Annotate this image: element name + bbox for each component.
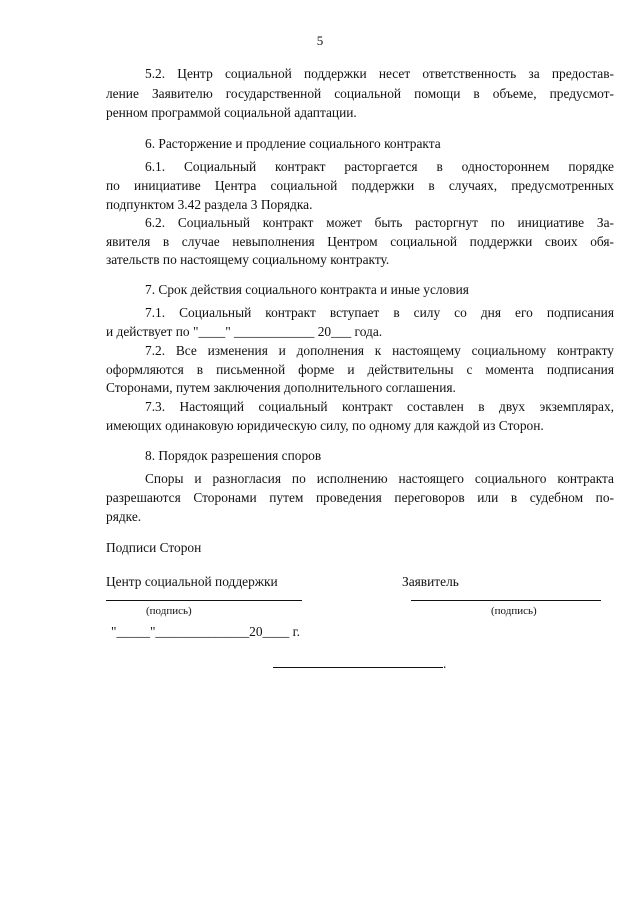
section-6-heading: 6. Расторжение и продление социального контракта bbox=[145, 136, 441, 151]
paragraph-5-2-line-3: ренном программой социальной адаптации. bbox=[106, 105, 357, 120]
paragraph-5-2-line-1: 5.2. Центр социальной поддержки несет ответственность за предостав- bbox=[145, 66, 614, 81]
paragraph-7-2-line-1: 7.2. Все изменения и дополнения к настоящему социальному контракту bbox=[145, 343, 614, 358]
signature-date-line: "_____"______________20____ г. bbox=[111, 624, 300, 639]
paragraph-6-1-line-1: 6.1. Социальный контракт расторгается в одностороннем порядке bbox=[145, 159, 614, 174]
paragraph-6-2-line-3: зательств по настоящему социальному контракту. bbox=[106, 252, 390, 267]
right-signature-line bbox=[411, 600, 601, 601]
paragraph-8-line-3: рядке. bbox=[106, 509, 142, 524]
paragraph-5-2-line-2: ление Заявителю государственной социальной помощи в объеме, предусмот- bbox=[106, 86, 614, 101]
paragraph-7-2-line-2: оформляются в письменной форме и действительны с момента подписания bbox=[106, 362, 614, 377]
section-7-heading: 7. Срок действия социального контракта и иные условия bbox=[145, 282, 469, 297]
paragraph-6-1-line-2: по инициативе Центра социальной поддержки в случаях, предусмотренных bbox=[106, 178, 614, 193]
paragraph-7-2-line-3: Сторонами, путем заключения дополнительного соглашения. bbox=[106, 380, 456, 395]
paragraph-7-1-line-2: и действует по "____" ____________ 20___ года. bbox=[106, 324, 383, 339]
page-number: 5 bbox=[316, 33, 324, 48]
paragraph-7-3-line-1: 7.3. Настоящий социальный контракт составлен в двух экземплярах, bbox=[145, 399, 614, 414]
bottom-separator-dot: . bbox=[443, 656, 447, 671]
right-signature-caption: (подпись) bbox=[491, 605, 537, 617]
paragraph-8-line-2: разрешаются Сторонами путем проведения переговоров или в судебном по- bbox=[106, 490, 614, 505]
paragraph-7-1-line-1: 7.1. Социальный контракт вступает в силу со дня его подписания bbox=[145, 305, 614, 320]
signatures-title: Подписи Сторон bbox=[106, 540, 202, 555]
paragraph-7-3-line-2: имеющих одинаковую юридическую силу, по одному для каждой из Сторон. bbox=[106, 418, 544, 433]
paragraph-6-2-line-2: явителя в случае невыполнения Центром социальной поддержки своих обя- bbox=[106, 234, 614, 249]
left-party-label: Центр социальной поддержки bbox=[106, 574, 278, 589]
paragraph-6-2-line-1: 6.2. Социальный контракт может быть расторгнут по инициативе За- bbox=[145, 215, 614, 230]
left-signature-line bbox=[106, 600, 302, 601]
section-8-heading: 8. Порядок разрешения споров bbox=[145, 448, 322, 463]
bottom-separator-line bbox=[273, 667, 443, 668]
paragraph-8-line-1: Споры и разногласия по исполнению настоящего социального контракта bbox=[145, 471, 614, 486]
left-signature-caption: (подпись) bbox=[146, 605, 192, 617]
paragraph-6-1-line-3: подпунктом 3.42 раздела 3 Порядка. bbox=[106, 197, 313, 212]
right-party-label: Заявитель bbox=[402, 574, 459, 589]
